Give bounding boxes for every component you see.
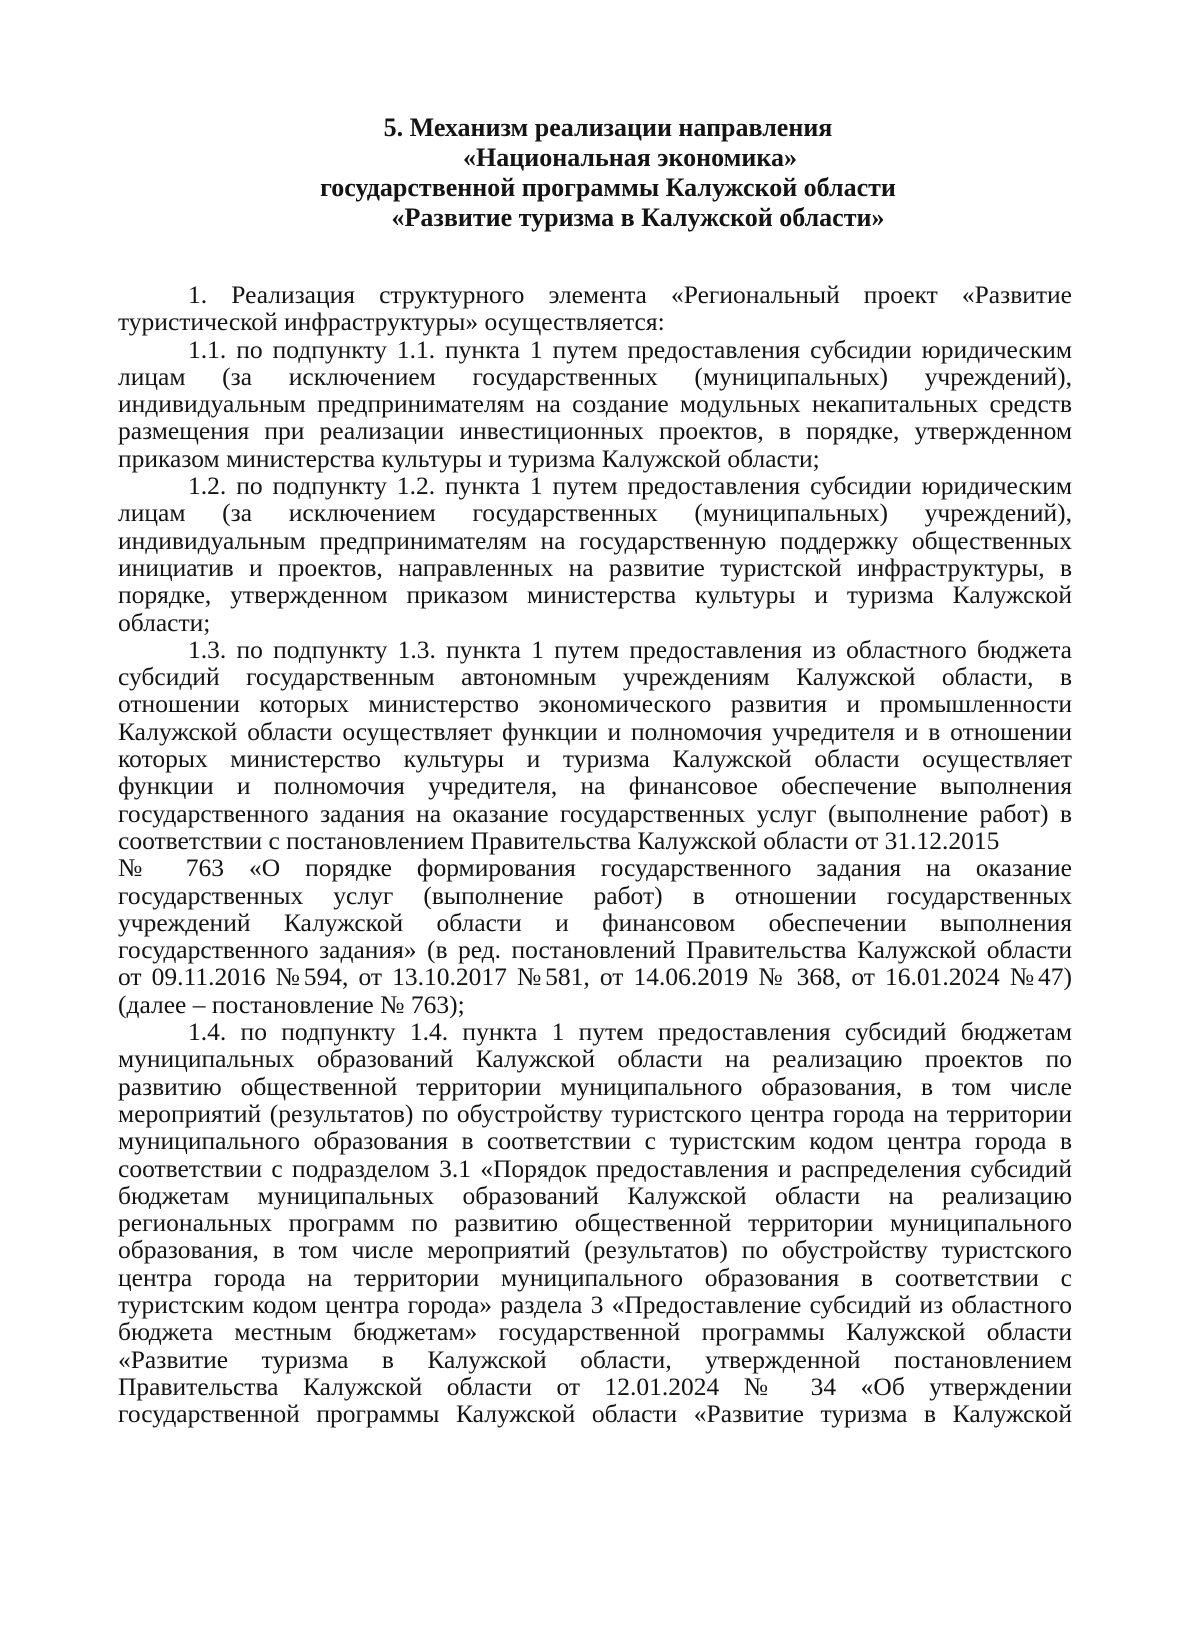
text-line: 1.2. по подпункту 1.2. пункта 1 путем предоставления субсидии юридическим [188,471,1072,501]
text-line: которых министерство культуры и туризма Калужской области осуществляет [118,744,1072,774]
text-line: 1.1. по подпункту 1.1. пункта 1 путем предоставления субсидии юридическим [188,334,1072,364]
text-line: инициатив и проектов, направленных на развитие туристской инфраструктуры, в [118,552,1072,582]
text-line: государственных услуг (выполнение работ) в отношении государственных [118,880,1072,910]
title-line: «Национальная экономика» [463,143,797,172]
text-line: приказом министерства культуры и туризма Калужской области; [118,443,820,473]
text-line: индивидуальным предпринимателям на создание модульных некапитальных средств [118,389,1072,419]
text-line: образования, в том числе мероприятий (результатов) по обустройству туристского [118,1235,1072,1265]
text-line: государственной программы Калужской области «Развитие туризма в Калужской [118,1399,1072,1429]
text-line: (далее – постановление № 763); [118,989,465,1019]
text-line: «Развитие туризма в Калужской области, утвержденной постановлением [118,1344,1072,1374]
text-line: порядке, утвержденном приказом министерства культуры и туризма Калужской [118,580,1072,610]
document-body [118,281,1072,1427]
text-line: области; [118,607,211,637]
title-line: 5. Механизм реализации направления [383,113,833,142]
text-line: центра города на территории муниципального образования в соответствии с [118,1262,1072,1292]
text-line: индивидуальным предпринимателям на государственную поддержку общественных [118,525,1072,555]
text-line: 1.3. по подпункту 1.3. пункта 1 путем предоставления из областного бюджета [188,634,1072,664]
text-line: № 763 «О порядке формирования государственного задания на оказание [118,853,1072,883]
text-line: функции и полномочия учредителя, на финансовое обеспечение выполнения [118,771,1072,801]
title-line: «Развитие туризма в Калужской области» [391,203,885,232]
paragraph-1 [118,281,1072,336]
text-line: государственного задания на оказание государственных услуг (выполнение работ) в [118,798,1072,828]
text-line: лицам (за исключением государственных (муниципальных) учреждений), [118,498,1072,528]
text-line: туристским кодом центра города» раздела 3 «Предоставление субсидий из областного [118,1289,1072,1319]
text-line: размещения при реализации инвестиционных проектов, в порядке, утвержденном [118,416,1072,446]
title-line: государственной программы Калужской области [320,173,896,202]
text-line: муниципальных образований Калужской области на реализацию проектов по [118,1044,1072,1074]
text-line: Калужской области осуществляет функции и полномочия учредителя и в отношении [118,716,1072,746]
text-line: туристической инфраструктуры» осуществляется: [118,307,665,337]
text-line: развитию общественной территории муниципального образования, в том числе [118,1071,1072,1101]
text-line: бюджета местным бюджетам» государственной программы Калужской области [118,1317,1072,1347]
text-line: соответствии с постановлением Правительства Калужской области от 31.12.2015 [118,825,1000,855]
section-title [0,113,1200,233]
text-line: бюджетам муниципальных образований Калужской области на реализацию [118,1180,1072,1210]
text-line: отношении которых министерство экономического развития и промышленности [118,689,1072,719]
paragraph-1-4 [118,1018,1072,1427]
text-line: соответствии с подразделом 3.1 «Порядок предоставления и распределения субсидий [118,1153,1072,1183]
paragraph-1-3 [118,636,1072,1018]
text-line: региональных программ по развитию общественной территории муниципального [118,1208,1072,1238]
text-line: от 09.11.2016 №594, от 13.10.2017 №581, от 14.06.2019 № 368, от 16.01.2024 №47) [118,962,1072,992]
text-line: 1.4. по подпункту 1.4. пункта 1 путем предоставления субсидий бюджетам [188,1017,1072,1047]
text-line: мероприятий (результатов) по обустройству туристского центра города на территории [118,1098,1072,1128]
text-line: Правительства Калужской области от 12.01.2024 № 34 «Об утверждении [118,1371,1072,1401]
text-line: 1. Реализация структурного элемента «Региональный проект «Развитие [188,280,1072,309]
text-line: лицам (за исключением государственных (муниципальных) учреждений), [118,361,1072,391]
paragraph-1-2 [118,472,1072,636]
text-line: учреждений Калужской области и финансовом обеспечении выполнения [118,907,1072,937]
text-line: государственного задания» (в ред. постановлений Правительства Калужской области [118,935,1072,965]
text-line: субсидий государственным автономным учреждениям Калужской области, в [118,662,1072,692]
text-line: муниципального образования в соответствии с туристским кодом центра города в [118,1126,1072,1156]
paragraph-1-1 [118,336,1072,472]
